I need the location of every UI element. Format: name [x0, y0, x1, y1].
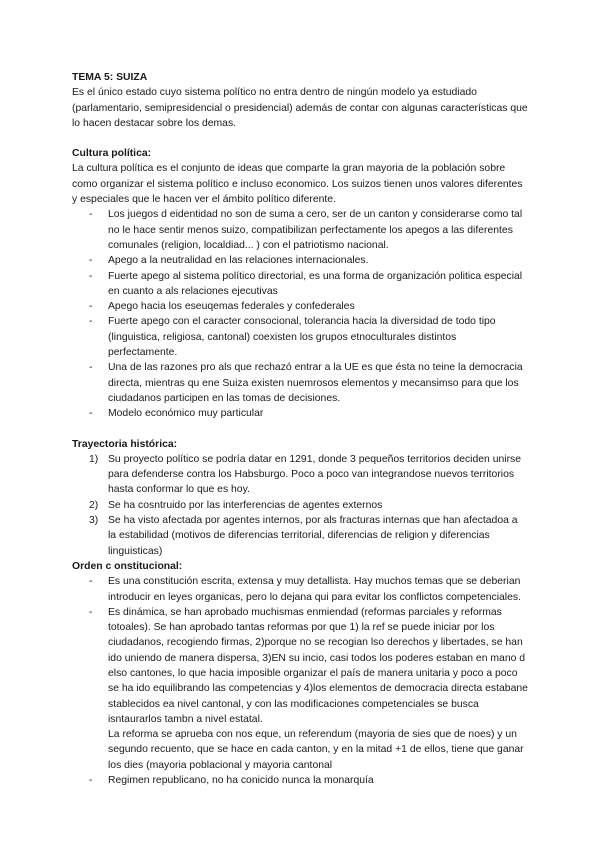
list-item: 3) Se ha visto afectada por agentes internos, por als fracturas internas que han afectadoa a la estabilidad (motivos de diferencias territorial, diferencias de religion y diferencias linguisticas) — [89, 515, 518, 557]
cultura-paragraph: La cultura política es el conjunto de ideas que comparte la gran mayoria de la población sobre como organizar el sistema político e incluso economico. Los suizos tienen unos valores diferentes y especiales que le hacen ver el ámbito político diferente. — [72, 163, 523, 206]
reforma-note: La reforma se aprueba con nos eque, un referendum (mayoria de sies que de noes) y un segundo recuento, que se hace en cada canton, y en la mitad +1 de ellos, tiene que ganar los dies (mayoria poblacional y mayoria cantonal — [108, 729, 524, 771]
intro-paragraph: Es el único estado cuyo sistema político no entra dentro de ningún modelo ya estudiado (parlamentario, semipresidencial o presidencial) además de contar con algunas características que lo hacen destacar sobre los demas. — [72, 87, 528, 129]
orden-list — [72, 574, 528, 788]
list-item: - Fuerte apego con el caracter consocional, tolerancia hacia la diversidad de todo tipo (linguistica, religiosa, cantonal) coexisten los grupos etnoculturales distintos perfectamente. — [89, 316, 496, 359]
list-item: - Modelo económico muy particular — [89, 408, 264, 420]
list-item: - Apego hacia los eseuqemas federales y confederales — [89, 301, 355, 313]
list-item: 2) Se ha cosntruido por las interferencias de agentes externos — [89, 499, 383, 511]
list-item: - Apego a la neutralidad en las relaciones internacionales. — [89, 255, 369, 267]
document-title: TEMA 5: SUIZA — [72, 72, 148, 83]
list-item: - Es dinámica, se han aprobado muchismas enmiendad (reformas parciales y reformas totoales). Se han aprobado tantas reformas por que 1) la ref se puede iniciar por los ciudadanos, recogiendo firmas, 2)porque no se recogian lso derechos y libertades, se han ido uniendo de manera dispersa, 3)EN su incio, casi todos los poderes estaban en mano d elso cantones, lo que hacia imposible organizar el país de manera unitaria y poco a poco se ha ido equilibrando las competencias y 4)los elementos de democracia directa estabane stablecidos ea nivel cantonal, y con las modificaciones competenciales se busca isntaurarlos tambn a nivel estatal. La reforma se aprueba con nos eque, un referendum (mayoria de sies que de noes) y un segundo recuento, que se hace en cada canton, y en la mitad +1 de ellos, tiene que ganar los dies (mayoria poblacional y mayoria cantonal — [89, 606, 528, 771]
list-item: - Fuerte apego al sistema político directorial, es una forma de organización politica especial en cuanto a als relaciones ejecutivas — [89, 270, 523, 297]
list-item: - Regimen republicano, no ha conicido nunca la monarquía — [89, 775, 374, 787]
trayectoria-heading: Trayectoria histórica: — [72, 438, 178, 450]
list-item: - Los juegos d eidentidad no son de suma a cero, ser de un canton y considerarse como tal no le hace sentir menos suizo, compatibilizan perfectamente los apegos a las diferentes comunales (religion, localdiad... ) con el patriotismo nacional. — [89, 209, 523, 251]
trayectoria-list — [72, 452, 528, 559]
list-item: - Es una constitución escrita, extensa y muy detallista. Hay muchos temas que se deberian introducir en leyes organicas, pero lo dejana qui para evitar los conflictos competenciales. — [89, 576, 521, 603]
cultura-list — [72, 207, 528, 421]
cultura-heading: Cultura política: — [72, 148, 152, 160]
orden-heading: Orden c onstitucional: — [72, 560, 183, 572]
list-item: - Una de las razones pro als que rechazó entrar a la UE es que ésta no teine la democracia directa, mientras qu ene Suiza existen nuemrosos elementos y mecansimso para que los ciudadanos participen en las tomas de decisiones. — [89, 362, 523, 404]
document-page — [72, 70, 528, 788]
list-item: 1) Su proyecto político se podría datar en 1291, donde 3 pequeños territorios deciden unirse para defenderse contra los Habsburgo. Poco a poco van integrandose nuevos territorios hasta conformar lo que es hoy. — [89, 453, 522, 496]
